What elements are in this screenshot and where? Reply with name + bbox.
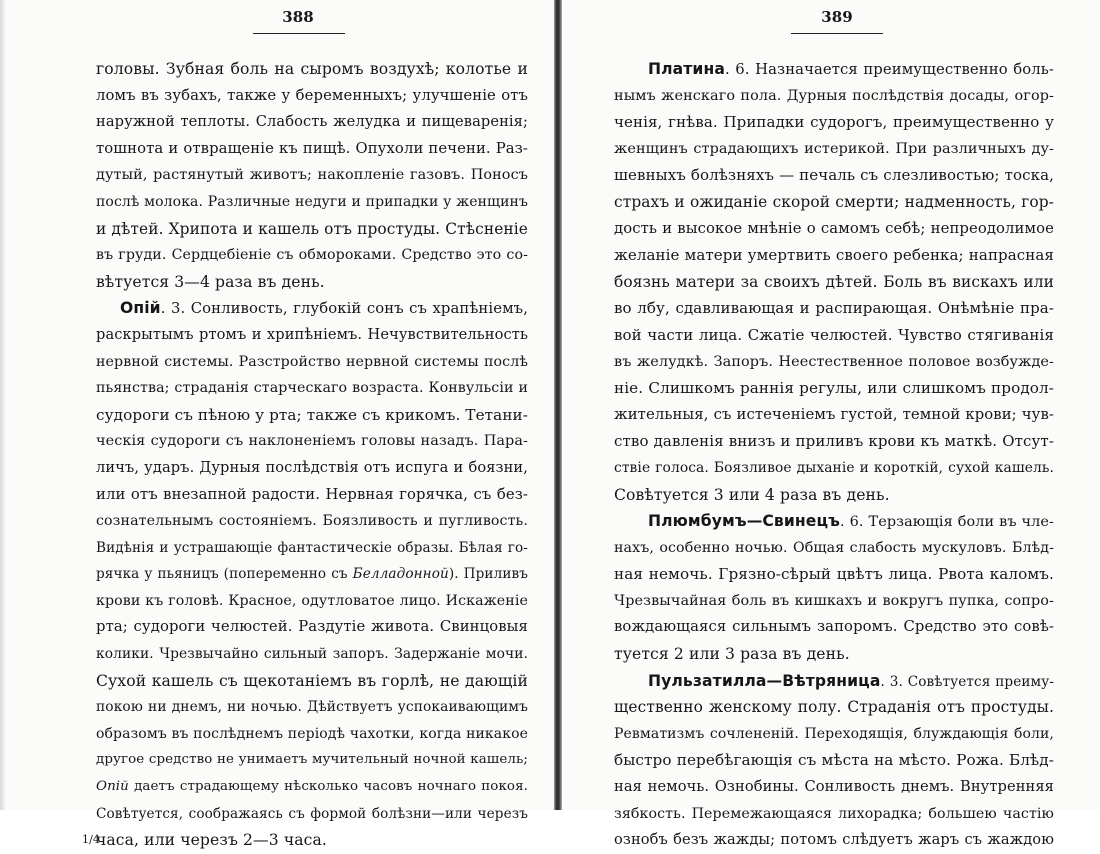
text-line bbox=[614, 561, 1054, 588]
text-line bbox=[82, 827, 528, 854]
entry-heading: Платина bbox=[648, 60, 725, 78]
line-text: покою ни днемъ, ни ночью. Дѣйствуетъ успокаивающимъ bbox=[96, 699, 528, 716]
text-line bbox=[96, 56, 528, 83]
text-line bbox=[614, 482, 1054, 509]
text-line bbox=[614, 242, 1054, 269]
line-text: колики. Чрезвычайно сильный запоръ. Задержаніе мочи. bbox=[96, 646, 528, 663]
text-line bbox=[614, 375, 1054, 402]
text-line bbox=[96, 455, 528, 482]
line-text: нервной системы. Разстройство нервной системы послѣ bbox=[96, 353, 528, 370]
text-line bbox=[96, 162, 528, 189]
line-text: страхъ и ожиданіе скорой смерти; надменность, гор- bbox=[614, 192, 1054, 211]
line-text: ная немочь. Грязно-сѣрый цвѣтъ лица. Рвота каломъ. bbox=[614, 565, 1054, 584]
header-rule bbox=[253, 33, 345, 34]
page-edge-shadow bbox=[0, 0, 6, 810]
text-line bbox=[96, 801, 528, 828]
entry-heading: Плюмбумъ—Свинецъ bbox=[648, 512, 840, 531]
italic-term: Белладонной bbox=[352, 566, 449, 583]
line-text: образомъ въ послѣднемъ періодѣ чахотки, когда никакое bbox=[96, 725, 528, 742]
text-line bbox=[614, 83, 1054, 110]
text-line bbox=[614, 295, 1054, 322]
text-line bbox=[614, 641, 1054, 668]
line-text: ство давленія внизъ и приливъ крови къ маткѣ. Отсут- bbox=[614, 432, 1054, 451]
line-text: . 6. Терзающія боли въ чле- bbox=[839, 514, 1054, 531]
line-text: щественно женскому полу. Страданія отъ простуды. bbox=[614, 698, 1054, 717]
text-line bbox=[96, 402, 528, 429]
text-line bbox=[96, 83, 528, 110]
line-text-prefix: рячка у пьяницъ (попеременно съ bbox=[96, 566, 353, 583]
text-line bbox=[96, 614, 528, 641]
line-text: . 6. Назначается преимущественно боль- bbox=[724, 61, 1054, 78]
text-line bbox=[96, 322, 528, 349]
line-text: другое средство не унимаетъ мучительный ночной кашель; bbox=[96, 752, 528, 768]
line-text: туется 2 или 3 раза въ день. bbox=[614, 645, 850, 664]
line-text: Видѣнія и устрашающіе фантастическіе образы. Бѣлая го- bbox=[96, 539, 528, 556]
text-line bbox=[614, 668, 1054, 695]
line-text: раскрытымъ ртомъ и хрипѣніемъ. Нечувствительность bbox=[96, 325, 528, 343]
line-text: Чрезвычайная боль въ кишкахъ и вокругъ пупка, сопро- bbox=[614, 592, 1054, 609]
text-line bbox=[614, 721, 1054, 748]
line-text: женщинъ страдающихъ истерикой. При различныхъ ду- bbox=[614, 140, 1054, 157]
text-line bbox=[614, 162, 1054, 189]
line-text: вой части лица. Сжатіе челюстей. Чувство стягиванія bbox=[614, 325, 1054, 344]
text-line bbox=[96, 694, 528, 721]
text-line bbox=[96, 482, 528, 509]
line-text: Совѣтуется 3 или 4 раза въ день. bbox=[614, 485, 890, 504]
line-text: быстро перебѣгающія съ мѣста на мѣсто. Рожа. Блѣд- bbox=[614, 751, 1054, 770]
text-line bbox=[96, 641, 528, 668]
line-text: пьянства; страданія старческаго возраста. Конвульсіи и bbox=[96, 380, 528, 397]
line-text: или отъ внезапной радости. Нервная горячка, съ без- bbox=[96, 485, 528, 503]
line-text: Сухой кашель съ щекотаніемъ въ горлѣ, не дающій bbox=[96, 671, 528, 690]
text-line bbox=[96, 136, 528, 163]
line-text: вѣтуется 3—4 раза въ день. bbox=[96, 272, 325, 291]
text-line bbox=[96, 668, 528, 695]
line-text: ная немочь. Ознобины. Сонливость днемъ. Внутренняя bbox=[614, 778, 1054, 796]
line-text: ческія судороги съ наклоненіемъ головы назадъ. Пара- bbox=[96, 433, 528, 450]
text-line bbox=[96, 561, 528, 588]
text-line bbox=[96, 535, 528, 562]
text-line bbox=[96, 508, 528, 535]
text-line bbox=[614, 747, 1054, 774]
text-line bbox=[614, 322, 1054, 349]
line-text: въ желудкѣ. Запоръ. Неестественное половое возбужде- bbox=[614, 353, 1054, 370]
text-line bbox=[614, 402, 1054, 429]
text-line bbox=[614, 136, 1054, 163]
text-line bbox=[96, 189, 528, 216]
text-line bbox=[614, 694, 1054, 721]
line-text: . 3. Сонливость, глубокій сонъ съ храпѣніемъ, bbox=[160, 300, 528, 318]
text-line bbox=[614, 614, 1054, 641]
text-line bbox=[96, 269, 528, 296]
line-text: ствіе голоса. Боязливое дыханіе и короткій, сухой кашель. bbox=[614, 459, 1054, 476]
line-text: нахъ, особенно ночью. Общая слабость мускуловъ. Блѣд- bbox=[614, 539, 1054, 556]
book-gutter bbox=[554, 0, 562, 810]
text-line bbox=[96, 428, 528, 455]
text-line bbox=[614, 216, 1054, 243]
line-text: . 3. Совѣтуется преиму- bbox=[880, 673, 1054, 690]
line-text: ломъ въ зубахъ, также у беременныхъ; улучшеніе отъ bbox=[96, 86, 528, 104]
line-text: ). Приливъ bbox=[448, 566, 528, 583]
text-line bbox=[96, 375, 528, 402]
page-number: 389 bbox=[821, 8, 853, 26]
page-number: 388 bbox=[282, 8, 314, 26]
line-text: крови къ головѣ. Красное, одутловатое лицо. Искаженіе bbox=[96, 592, 528, 609]
line-text: послѣ молока. Различные недуги и припадки у женщинъ bbox=[96, 193, 528, 210]
line-text: часа, или черезъ 2—3 часа. bbox=[96, 831, 327, 850]
text-line bbox=[614, 774, 1054, 801]
text-line bbox=[96, 747, 528, 774]
italic-term: Опій bbox=[96, 779, 129, 795]
line-text: головы. Зубная боль на сыромъ воздухѣ; колотье и bbox=[96, 60, 528, 78]
line-text: дость и высокое мнѣніе о самомъ себѣ; непреодолимое bbox=[614, 219, 1054, 237]
text-line bbox=[96, 774, 528, 801]
text-line bbox=[614, 269, 1054, 296]
text-line bbox=[614, 588, 1054, 615]
right-page-text bbox=[614, 56, 1054, 854]
text-line bbox=[96, 242, 528, 269]
text-line bbox=[96, 109, 528, 136]
text-line bbox=[614, 535, 1054, 562]
text-line bbox=[614, 428, 1054, 455]
line-text: вождающаяся сильнымъ запоромъ. Средство это совѣ- bbox=[614, 618, 1054, 636]
line-text: боязнь матери за своихъ дѣтей. Боль въ вискахъ или bbox=[614, 272, 1054, 291]
text-line bbox=[614, 508, 1054, 535]
line-text: наружной теплоты. Слабость желудка и пищеваренія; bbox=[96, 113, 528, 131]
entry-heading: Опій bbox=[120, 299, 161, 318]
header-rule bbox=[791, 33, 883, 34]
entry-heading: Пульзатилла—Вѣтряница bbox=[648, 671, 881, 690]
line-text: желаніе матери умертвить своего ребенка; напрасная bbox=[614, 246, 1054, 265]
text-line bbox=[96, 216, 528, 243]
line-text: во лбу, сдавливающая и распирающая. Онѣмѣніе пра- bbox=[614, 299, 1054, 318]
line-text: Ревматизмъ сочлененій. Переходящія, блуждающія боли, bbox=[614, 725, 1054, 742]
text-line bbox=[96, 295, 528, 322]
line-text: даетъ страдающему нѣсколько часовъ ночнаго покоя. bbox=[128, 779, 528, 795]
text-line bbox=[614, 455, 1054, 482]
line-text: ознобъ безъ жажды; потомъ слѣдуетъ жаръ съ жаждою bbox=[614, 831, 1054, 849]
line-text: нымъ женскаго пола. Дурныя послѣдствія досады, огор- bbox=[614, 87, 1054, 104]
text-line bbox=[614, 827, 1054, 854]
line-text: шевныхъ болѣзняхъ — печаль съ слезливостью; тоска, bbox=[614, 166, 1054, 185]
line-text: зябкость. Перемежающаяся лихорадка; большею частію bbox=[614, 805, 1054, 822]
text-line bbox=[614, 801, 1054, 828]
line-text: ніе. Слишкомъ раннія регулы, или слишкомъ продол- bbox=[614, 379, 1054, 398]
line-text: Совѣтуется, соображаясь съ формой болѣзни—или черезъ bbox=[96, 805, 528, 822]
text-line bbox=[96, 349, 528, 376]
line-text: судороги съ пѣною у рта; также съ крикомъ. Тетани- bbox=[96, 405, 528, 424]
line-text: и дѣтей. Хрипота и кашель отъ простуды. Стѣсненіе bbox=[96, 219, 528, 238]
fraction-mark: 1/4 bbox=[82, 833, 101, 847]
line-text: рта; судороги челюстей. Раздутіе живота. Свинцовыя bbox=[96, 618, 528, 636]
line-text: дутый, растянутый животъ; накопленіе газовъ. Поносъ bbox=[96, 167, 528, 184]
text-line bbox=[96, 588, 528, 615]
line-text: сознательнымъ состояніемъ. Боязливость и пугливость. bbox=[96, 513, 528, 530]
text-line bbox=[96, 721, 528, 748]
line-text: ченія, гнѣва. Припадки судорогъ, преимущественно у bbox=[614, 113, 1054, 132]
text-line bbox=[614, 349, 1054, 376]
left-page-text bbox=[82, 56, 528, 854]
right-page bbox=[562, 0, 1100, 849]
text-line bbox=[614, 189, 1054, 216]
line-text: тошнота и отвращеніе къ пищѣ. Опухоли печени. Раз- bbox=[96, 139, 528, 157]
text-line bbox=[614, 109, 1054, 136]
line-text: личъ, ударъ. Дурныя послѣдствія отъ испуга и боязни, bbox=[96, 458, 528, 476]
text-line bbox=[614, 56, 1054, 83]
line-text: жительныя, съ истеченіемъ густой, темной крови; чув- bbox=[614, 405, 1054, 423]
line-text: въ груди. Сердцебіеніе съ обмороками. Средство это со- bbox=[96, 247, 528, 264]
